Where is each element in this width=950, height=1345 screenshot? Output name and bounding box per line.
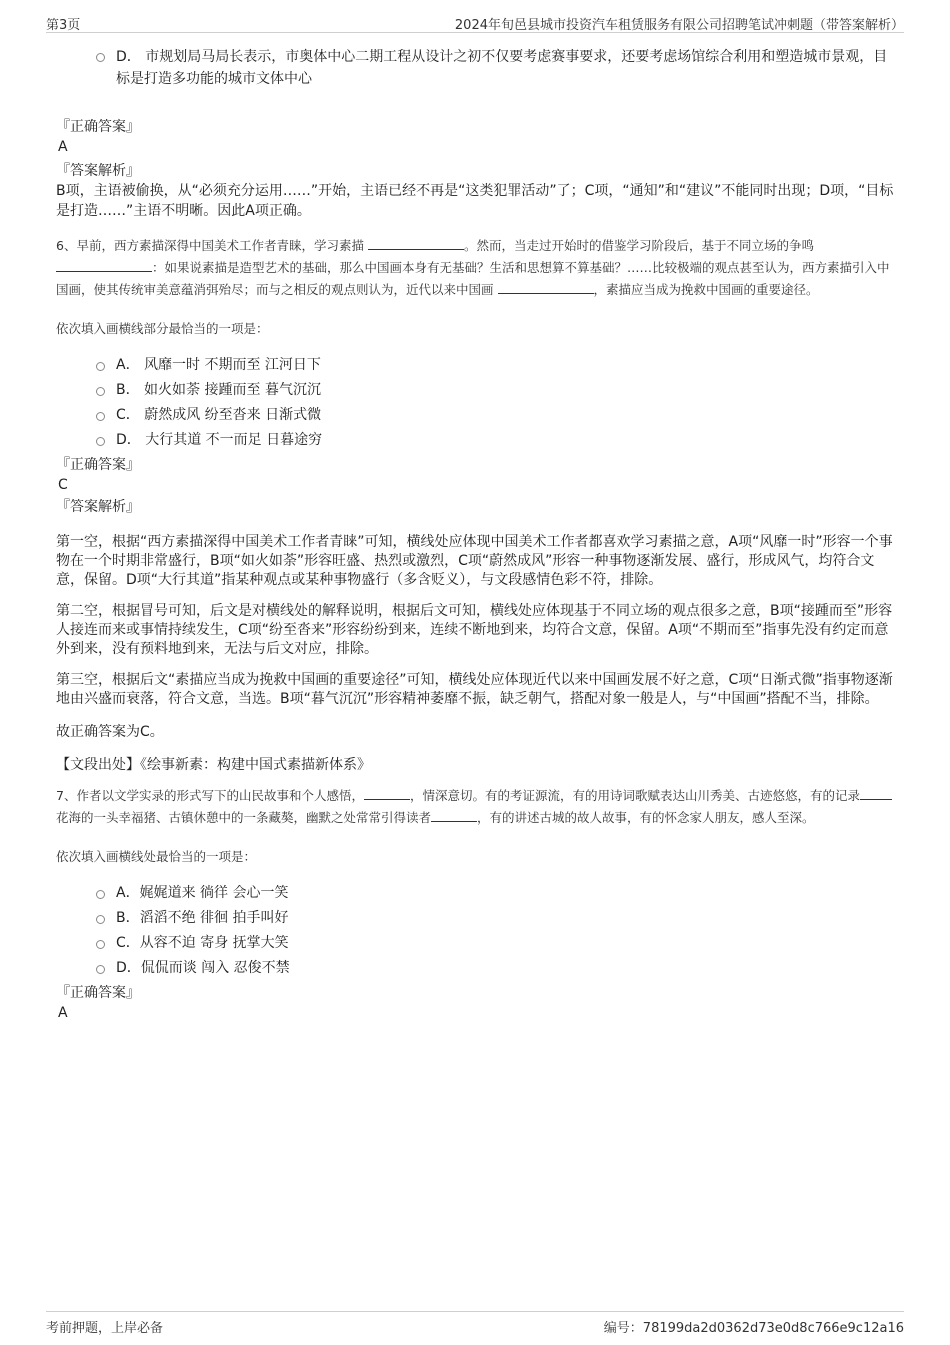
q6-answer: C bbox=[58, 477, 68, 493]
q6-stem: 6、早前，西方素描深得中国美术工作者青睐，学习素描 。然而，当走过开始时的借鉴学习阶段后，基于不同立场的争鸣 ：如果说素描是造型艺术的基础，那么中国画本身有无基础？生活和思想算不算基础？……比较极端的观点甚至认为，西方素描引入中国画，使其传统审美意蕴消弭殆尽；而与之相反的观点则认为，近代以来中国画 ，素描应当成为挽救中国画的重要途径。 bbox=[56, 238, 890, 297]
q5-analysis-label: 『答案解析』 bbox=[56, 163, 140, 179]
q7-answer-label: 『正确答案』 bbox=[56, 985, 140, 1001]
q6-instruction: 依次填入画横线部分最恰当的一项是： bbox=[56, 321, 269, 336]
radio-icon[interactable] bbox=[96, 53, 105, 62]
radio-icon[interactable] bbox=[96, 437, 105, 446]
page-header bbox=[46, 10, 904, 33]
document-id: 编号：78199da2d0362d73e0d8c766e9c12a16 bbox=[603, 1321, 904, 1336]
page-number: 第3页 bbox=[46, 18, 81, 33]
q6-analysis-3: 第三空，根据后文“素描应当成为挽救中国画的重要途径”可知，横线处应体现近代以来中国画发展不好之意，C项“日渐式微”指事物逐渐地由兴盛而衰落，符合文意，当选。B项“暮气沉沉”形容精神萎靡不振，缺乏朝气，搭配对象一般是人，与“中国画”搭配不当，排除。 bbox=[56, 672, 893, 707]
page-footer bbox=[46, 1311, 904, 1338]
blank-line bbox=[498, 281, 594, 294]
q5-option-d[interactable]: D． 市规划局马局长表示，市奥体中心二期工程从设计之初不仅要考虑赛事要求，还要考虑场馆综合利用和塑造城市景观，目标是打造多功能的城市文体中心 bbox=[56, 46, 894, 90]
q7-option-d[interactable]: D．侃侃而谈 闯入 忍俊不禁 bbox=[56, 958, 894, 978]
blank-line bbox=[56, 259, 152, 272]
q6-option-a[interactable]: A． 风靡一时 不期而至 江河日下 bbox=[56, 355, 894, 375]
blank-line bbox=[860, 787, 892, 800]
q7-option-b[interactable]: B．滔滔不绝 徘徊 拍手叫好 bbox=[56, 908, 894, 928]
q5-answer: A bbox=[58, 139, 68, 155]
q6-analysis-2: 第二空，根据冒号可知，后文是对横线处的解释说明，根据后文可知，横线处应体现基于不同立场的观点很多之意，B项“接踵而至”形容人接连而来或事情持续发生，C项“纷至沓来”形容纷纷到来，连续不断地到来，均符合文意，保留。A项“不期而至”指事先没有约定而意外到来，没有预料地到来，无法与后文对应，排除。 bbox=[56, 603, 893, 657]
footer-slogan: 考前押题，上岸必备 bbox=[46, 1321, 164, 1336]
q5-analysis: B项，主语被偷换，从“必须充分运用……”开始，主语已经不再是“这类犯罪活动”了；C项，“通知”和“建议”不能同时出现；D项，“目标是打造……”主语不明晰。因此A项正确。 bbox=[56, 183, 894, 219]
radio-icon[interactable] bbox=[96, 940, 105, 949]
radio-icon[interactable] bbox=[96, 362, 105, 371]
radio-icon[interactable] bbox=[96, 915, 105, 924]
radio-icon[interactable] bbox=[96, 965, 105, 974]
q7-instruction: 依次填入画横线处最恰当的一项是： bbox=[56, 849, 257, 864]
page-content bbox=[56, 44, 894, 1023]
blank-line bbox=[364, 787, 410, 800]
q6-analysis-1: 第一空，根据“西方素描深得中国美术工作者青睐”可知，横线处应体现中国美术工作者都喜欢学习素描之意，A项“风靡一时”形容一个事物在一个时期非常盛行，B项“如火如荼”形容旺盛、热烈或激烈，C项“蔚然成风”形容一种事物逐渐发展、盛行，形成风气，均符合文意，保留。D项“大行其道”指某种观点或某种事物盛行（多含贬义），与文段感情色彩不符，排除。 bbox=[56, 534, 893, 588]
q6-source: 【文段出处】《绘事新素：构建中国式素描新体系》 bbox=[56, 757, 371, 773]
blank-line bbox=[368, 237, 464, 250]
q6-option-d[interactable]: D． 大行其道 不一而足 日暮途穷 bbox=[56, 430, 894, 450]
document-title: 2024年旬邑县城市投资汽车租赁服务有限公司招聘笔试冲刺题（带答案解析） bbox=[454, 18, 904, 33]
q6-answer-label: 『正确答案』 bbox=[56, 457, 140, 473]
radio-icon[interactable] bbox=[96, 412, 105, 421]
q6-option-b[interactable]: B． 如火如荼 接踵而至 暮气沉沉 bbox=[56, 380, 894, 400]
radio-icon[interactable] bbox=[96, 890, 105, 899]
radio-icon[interactable] bbox=[96, 387, 105, 396]
blank-line bbox=[431, 809, 477, 822]
q6-option-c[interactable]: C． 蔚然成风 纷至沓来 日渐式微 bbox=[56, 405, 894, 425]
q7-stem: 7、作者以文学实录的形式写下的山民故事和个人感悟， ，情深意切。有的考证源流，有的用诗词歌赋表达山川秀美、古迹悠悠，有的记录花海的一头幸福猪、古镇休憩中的一条藏獒，幽默之处常常引得读者 ，有的讲述古城的故人故事，有的怀念家人朋友，感人至深。 bbox=[56, 785, 894, 829]
q7-answer: A bbox=[58, 1005, 68, 1021]
q6-conclusion: 故正确答案为C。 bbox=[56, 724, 164, 740]
q6-analysis-label: 『答案解析』 bbox=[56, 499, 140, 515]
q7-option-a[interactable]: A．娓娓道来 徜徉 会心一笑 bbox=[56, 883, 894, 903]
q5-answer-label: 『正确答案』 bbox=[56, 119, 140, 135]
q7-option-c[interactable]: C．从容不迫 寄身 抚掌大笑 bbox=[56, 933, 894, 953]
